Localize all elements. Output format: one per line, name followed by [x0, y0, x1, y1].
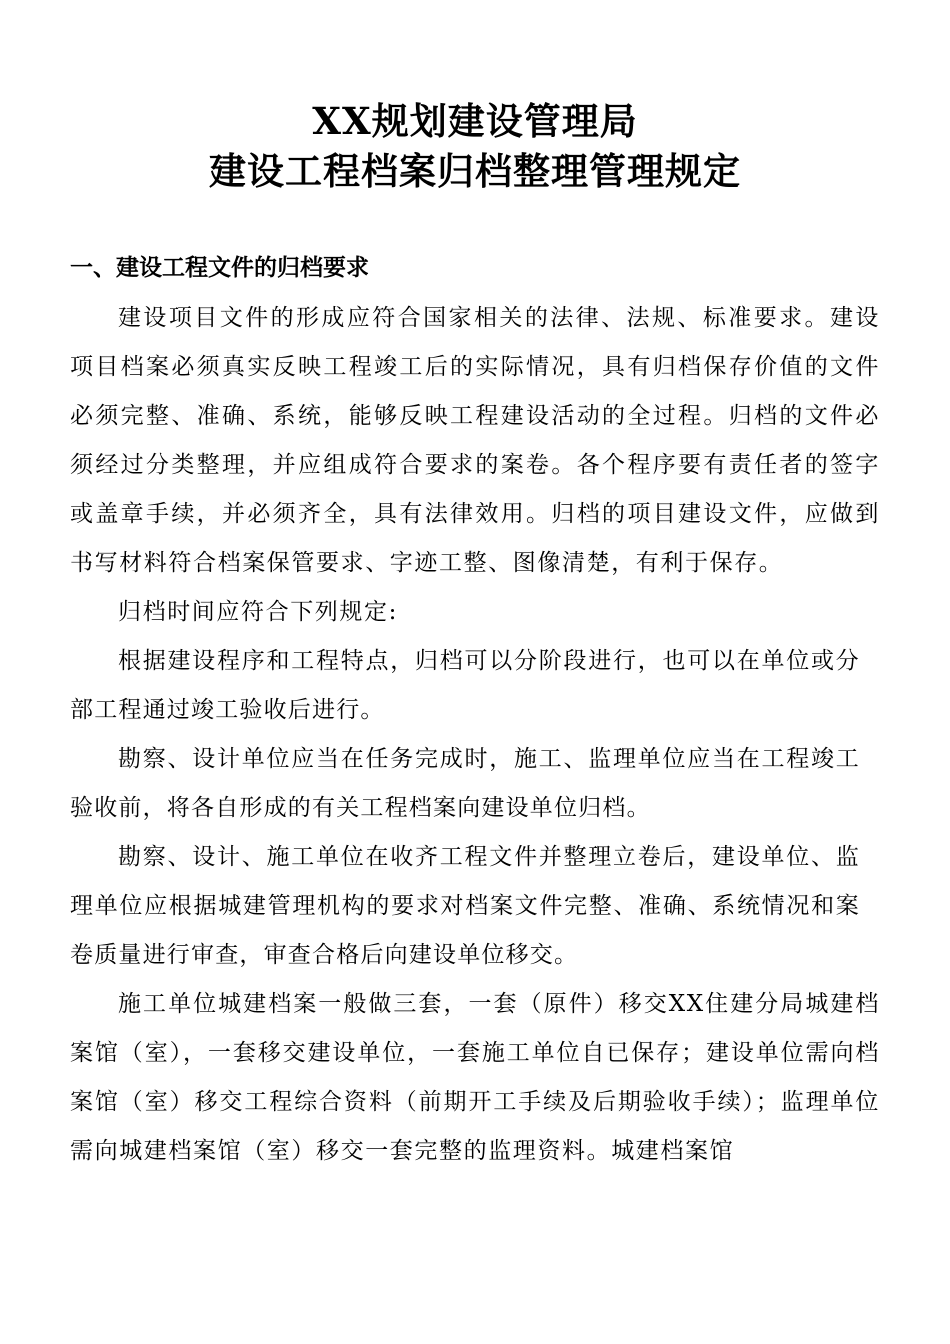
document-page [70, 96, 880, 1176]
paragraph-6: 施工单位城建档案一般做三套，一套（原件）移交XX住建分局城建档案馆（室），一套移交建设单位，一套施工单位自已保存；建设单位需向档案馆（室）移交工程综合资料（前期开工手续及后期验收手续）；监理单位需向城建档案馆（室）移交一套完整的监理资料。城建档案馆 [70, 991, 880, 1164]
section-heading-1: 一、建设工程文件的归档要求 [70, 255, 369, 281]
document-title-line-1: XX规划建设管理局 [312, 99, 638, 143]
document-title-line-2: 建设工程档案归档整理管理规定 [209, 149, 741, 193]
paragraph-5: 勘察、设计、施工单位在收齐工程文件并整理立卷后，建设单位、监理单位应根据城建管理机构的要求对档案文件完整、准确、系统情况和案卷质量进行审查，审查合格后向建设单位移交。 [70, 844, 860, 968]
paragraph-1: 建设项目文件的形成应符合国家相关的法律、法规、标准要求。建设项目档案必须真实反映工程竣工后的实际情况，具有归档保存价值的文件必须完整、准确、系统，能够反映工程建设活动的全过程。归档的文件必须经过分类整理，并应组成符合要求的案卷。各个程序要有责任者的签字或盖章手续，并必须齐全，具有法律效用。归档的项目建设文件，应做到书写材料符合档案保管要求、字迹工整、图像清楚，有利于保存。 [70, 305, 880, 576]
paragraph-3: 根据建设程序和工程特点，归档可以分阶段进行，也可以在单位或分部工程通过竣工验收后进行。 [70, 648, 860, 723]
paragraph-4: 勘察、设计单位应当在任务完成时，施工、监理单位应当在工程竣工验收前，将各自形成的有关工程档案向建设单位归档。 [70, 746, 860, 821]
paragraph-2: 归档时间应符合下列规定: [118, 599, 398, 625]
